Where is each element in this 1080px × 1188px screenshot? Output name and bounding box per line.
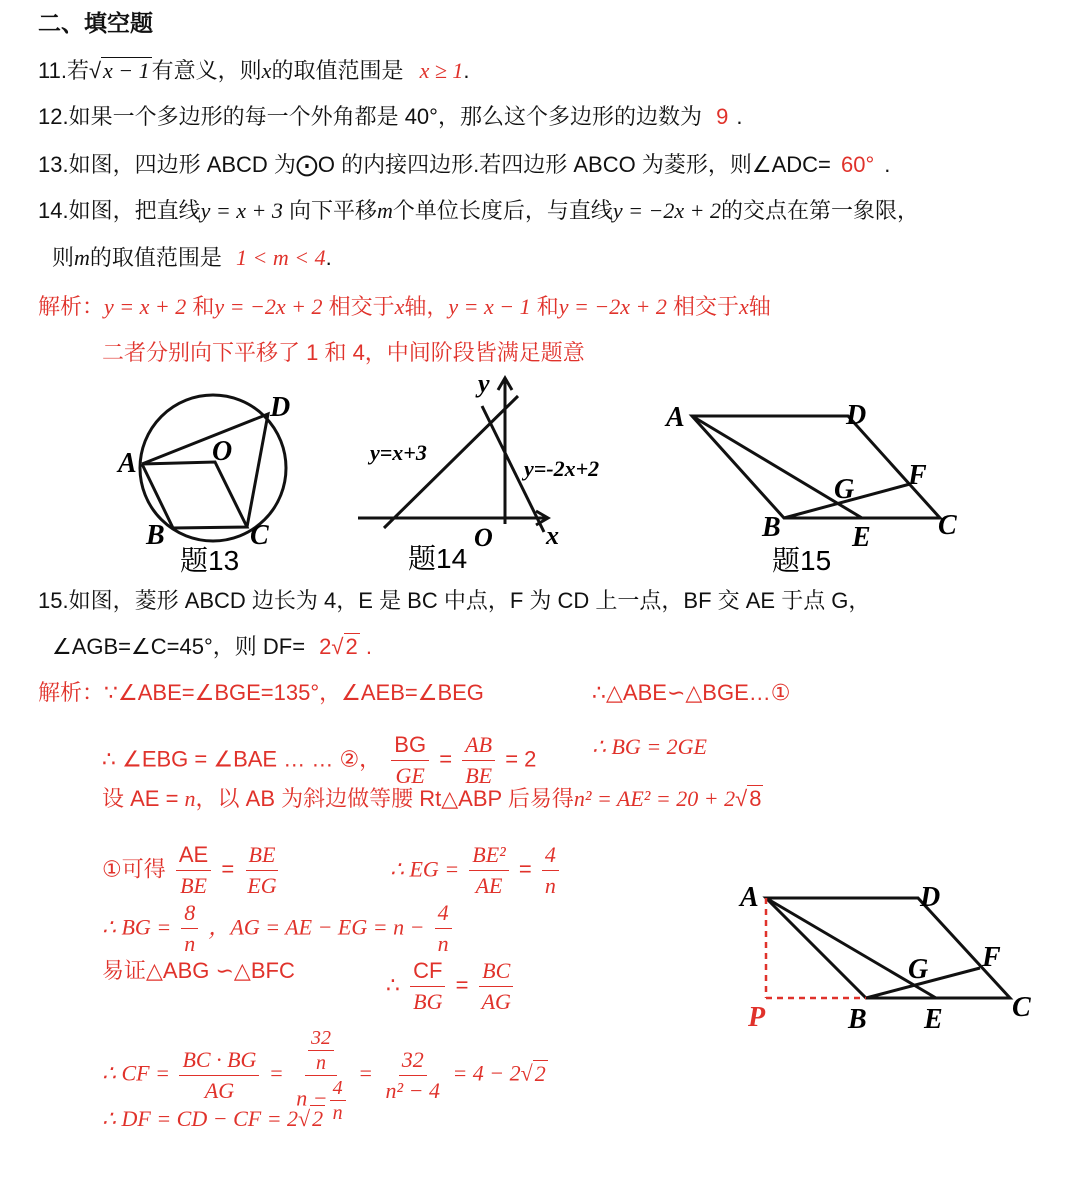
question-15-line1: 15.如图，菱形 ABCD 边长为 4，E 是 BC 中点，F 为 CD 上一点，BF 交 AE 于点 G， [38, 588, 871, 613]
fig15b-label-g: G [908, 954, 929, 985]
fig15-caption: 题15 [772, 545, 832, 576]
q11-mid1: 有意义，则 [151, 58, 262, 83]
q13-answer: 60° [841, 152, 875, 177]
a15-label: 解析： [38, 680, 105, 705]
fig14-caption: 题14 [408, 543, 468, 574]
q14-answer: 1 < m < 4 [236, 245, 326, 270]
analysis-15-line1b: ∴△ABE∽△BGE…① [592, 680, 791, 705]
a15-l6b: ∴ [386, 972, 400, 998]
fig13-rhombus [142, 462, 247, 528]
question-12 [38, 102, 742, 132]
q14-text-c: 个单位长度后，与直线 [392, 198, 613, 223]
figure-13 [110, 380, 310, 580]
a14-eq-b: y = −2x + 2 [214, 294, 323, 319]
a15-frac-32-n2-4 [383, 1045, 443, 1106]
a15-l3c: n² = AE² = 20 + 2 [573, 786, 736, 811]
a15-f6-den: n [544, 873, 556, 898]
a15-f13-den: n² − 4 [385, 1078, 440, 1103]
a15-frac-4-n-b [435, 898, 452, 959]
q13-end: . [884, 152, 891, 177]
a15-eq3: = [518, 856, 532, 882]
analysis-15-line2 [102, 730, 536, 791]
fig15b-label-d: D [920, 882, 941, 913]
a15-frac-be2-ae [469, 840, 508, 901]
a15-f12-nd: n [315, 1052, 326, 1074]
q14-m2: m [74, 245, 90, 270]
a15-f11-num: BC · BG [179, 1045, 259, 1076]
q14-text-a: 14.如图，把直线 [38, 198, 201, 223]
a15-f12-num [305, 1026, 337, 1076]
a15-l2a: ∴ ∠EBG = ∠BAE … … ②， [102, 746, 382, 772]
fig14-label-y: y [478, 372, 490, 398]
a15-f4-den: EG [247, 873, 277, 898]
a14-eq-d: y = −2x + 2 [558, 294, 667, 319]
q15-answer-coef: 2 [319, 634, 332, 659]
a15-l4b: ∴ EG = [390, 856, 460, 882]
q11-var: x [261, 58, 272, 83]
fig15-label-f: F [908, 460, 927, 491]
fig15-label-e: E [852, 522, 871, 553]
fig15b-label-a: A [740, 882, 759, 913]
q11-prefix: 11.若 [38, 58, 89, 83]
fig13-triangle [142, 414, 268, 527]
a15-f12-dd: n [332, 1102, 343, 1124]
q15-sqrt-sign: √ [331, 634, 344, 659]
analysis-15-line2c: ∴ BG = 2GE [592, 734, 707, 759]
question-13 [38, 150, 890, 180]
a15-l8-sqrt: √ [298, 1106, 311, 1131]
a14-axis2: 轴 [748, 294, 771, 319]
a15-eq4: = [455, 972, 469, 998]
a15-f12-dn: 4 [330, 1076, 346, 1101]
fig14-label-line1: y=x+3 [370, 440, 427, 465]
a15-f8-num: 4 [435, 898, 452, 929]
fig15-label-g: G [834, 474, 855, 505]
a14-eq-c: y = x − 1 [448, 294, 531, 319]
analysis-15-line5 [102, 898, 456, 959]
a15-l1: ∵∠ABE=∠BGE=135°，∠AEB=∠BEG [104, 680, 484, 705]
a15-f2-den: BE [465, 763, 493, 788]
question-15-line2 [52, 632, 372, 662]
q12-answer: 9 [716, 104, 729, 129]
a14-meet2: 相交于 [672, 294, 739, 319]
q15-answer-rad: 2 [345, 634, 358, 659]
fig13-label-a: A [118, 448, 137, 479]
a15-f12-nn: 32 [308, 1026, 334, 1051]
a15-frac-bcbg-ag [179, 1045, 259, 1106]
a15-frac-be-eg [244, 840, 279, 901]
a15-f10-num: BC [479, 956, 513, 987]
q14-text-b: 向下平移 [288, 198, 377, 223]
section-title: 二、填空题 [38, 10, 153, 36]
fig15-label-b: B [762, 512, 781, 543]
analysis-15-line4 [102, 840, 284, 901]
a15-l6a: 易证△ABG ∽△BFC [102, 958, 295, 983]
q11-answer: x ≥ 1 [419, 58, 464, 83]
fig15b-label-f: F [982, 942, 1001, 973]
fig14-label-o: O [474, 523, 493, 552]
figure-14 [350, 372, 610, 580]
q11-end: . [463, 58, 470, 83]
q14-end: . [325, 245, 332, 270]
a15-eq1: = [439, 746, 453, 772]
analysis-14-line2: 二者分别向下平移了 1 和 4，中间阶段皆满足题意 [102, 340, 585, 365]
a15-l3a: 设 AE = [102, 786, 185, 811]
question-11 [38, 56, 470, 86]
analysis-15-line1 [38, 678, 484, 708]
a15-l3n: n [184, 786, 196, 811]
a15-frac-ab-be [462, 730, 495, 791]
fig13-label-b: B [146, 520, 165, 551]
q12-text: 12.如果一个多边形的每一个外角都是 40°，那么这个多边形的边数为 [38, 104, 702, 129]
q11-sqrt-sign: √ [88, 58, 102, 83]
q14-text-f: 的取值范围是 [89, 245, 222, 270]
fig15-rhombus [692, 416, 940, 518]
a15-l7-sqrt: √ [520, 1060, 533, 1086]
a15-f1-den: GE [395, 763, 425, 788]
a14-and1: 和 [192, 294, 215, 319]
fig13-caption: 题13 [180, 545, 240, 576]
analysis-14-line1 [38, 292, 771, 322]
a15-l3b: ，以 AB 为斜边做等腰 Rt△ABP 后易得 [195, 786, 574, 811]
a15-l5b: ，AG = AE − EG = n − [208, 914, 425, 940]
q14-m: m [376, 198, 393, 223]
question-14-line2 [52, 243, 332, 273]
fig13-label-c: C [250, 520, 269, 551]
a14-axis1: 轴， [404, 294, 449, 319]
a15-f5-num: BE² [469, 840, 508, 871]
q14-eq1: y = x + 3 [200, 198, 283, 223]
q13-text: 13.如图，四边形 ABCD 为⨀O 的内接四边形.若四边形 ABCO 为菱形，则∠ADC= [38, 152, 831, 177]
a15-frac-cf-bg [410, 956, 445, 1017]
a15-frac-bc-ag [479, 956, 514, 1017]
a15-l7a: ∴ CF = [102, 1060, 170, 1086]
a15-f10-den: AG [481, 989, 511, 1014]
a15-f12-den-a: n − [296, 1085, 328, 1111]
analysis-15-line3 [102, 784, 763, 814]
a15-l4a: ①可得 [102, 856, 166, 882]
fig15-label-d: D [846, 400, 867, 431]
a15-f9-den: BG [413, 989, 443, 1014]
q11-mid2: 的取值范围是 [271, 58, 404, 83]
a15-f3-den: BE [180, 873, 207, 898]
a15-f8-den: n [437, 931, 449, 956]
a15-l3-rad: 8 [749, 786, 762, 811]
a15-frac-4-n [542, 840, 559, 901]
a15-f2-num: AB [462, 730, 495, 761]
a15-l3-sqrt: √ [735, 786, 748, 811]
question-14-line1 [38, 196, 919, 226]
a15-f3-num: AE [176, 840, 211, 871]
a15-eq5: = [268, 1060, 284, 1086]
q15-end: . [365, 634, 372, 659]
q14-text-e: 则 [52, 245, 75, 270]
fig13-label-o: O [212, 436, 233, 467]
a15-f13-num: 32 [399, 1045, 427, 1076]
a15-f6-num: 4 [542, 840, 559, 871]
q15-answer [319, 634, 360, 659]
a15-l7-rad: 2 [534, 1060, 546, 1086]
analysis-15-line8 [102, 1104, 325, 1134]
a15-f7-den: n [184, 931, 196, 956]
a15-l5a: ∴ BG = [102, 914, 172, 940]
a14-x1: x [394, 294, 405, 319]
a15-f7-num: 8 [181, 898, 198, 929]
a15-l8-rad: 2 [312, 1106, 324, 1131]
a14-label: 解析： [38, 294, 105, 319]
a14-x2: x [738, 294, 749, 319]
a15-frac-bg-ge [391, 730, 429, 791]
fig14-label-x: x [546, 521, 559, 550]
a14-and2: 和 [536, 294, 559, 319]
fig15b-label-p: P [748, 1002, 766, 1033]
figure-15-solution [736, 876, 1056, 1046]
a15-l7b: = 4 − 2 [452, 1060, 521, 1086]
a15-eq2: = [221, 856, 235, 882]
fig15-label-a: A [666, 402, 685, 433]
a15-f1-num: BG [391, 730, 429, 761]
a14-meet1: 相交于 [328, 294, 395, 319]
fig14-label-line2: y=-2x+2 [524, 456, 600, 481]
figure-15 [660, 390, 980, 580]
a15-l8a: ∴ DF = CD − CF = 2 [102, 1106, 299, 1131]
a14-eq-a: y = x + 2 [104, 294, 187, 319]
a15-f9-num: CF [410, 956, 445, 987]
analysis-15-line6 [102, 956, 295, 986]
analysis-15-line4b [390, 840, 563, 901]
fig15b-label-c: C [1012, 992, 1031, 1023]
a15-f11-den: AG [204, 1078, 235, 1103]
fig15-label-c: C [938, 510, 957, 541]
analysis-15-line6b [386, 956, 518, 1017]
a15-f4-num: BE [246, 840, 279, 871]
a15-f5-den: AE [475, 873, 503, 898]
a15-eq6: = [358, 1060, 373, 1086]
fig15b-rhombus [766, 898, 1010, 998]
a15-l2b: = 2 [505, 746, 537, 772]
q15-text: ∠AGB=∠C=45°，则 DF= [52, 634, 306, 659]
fig15b-label-b: B [848, 1004, 867, 1035]
q11-radicand: x − 1 [103, 58, 150, 83]
q12-end: . [736, 104, 743, 129]
fig15b-label-e: E [924, 1004, 943, 1035]
a15-frac-8-n [181, 898, 198, 959]
fig13-label-d: D [270, 392, 291, 423]
a15-frac-ae-be [176, 840, 211, 901]
q14-eq2: y = −2x + 2 [612, 198, 721, 223]
q14-text-d: 的交点在第一象限， [720, 198, 919, 223]
